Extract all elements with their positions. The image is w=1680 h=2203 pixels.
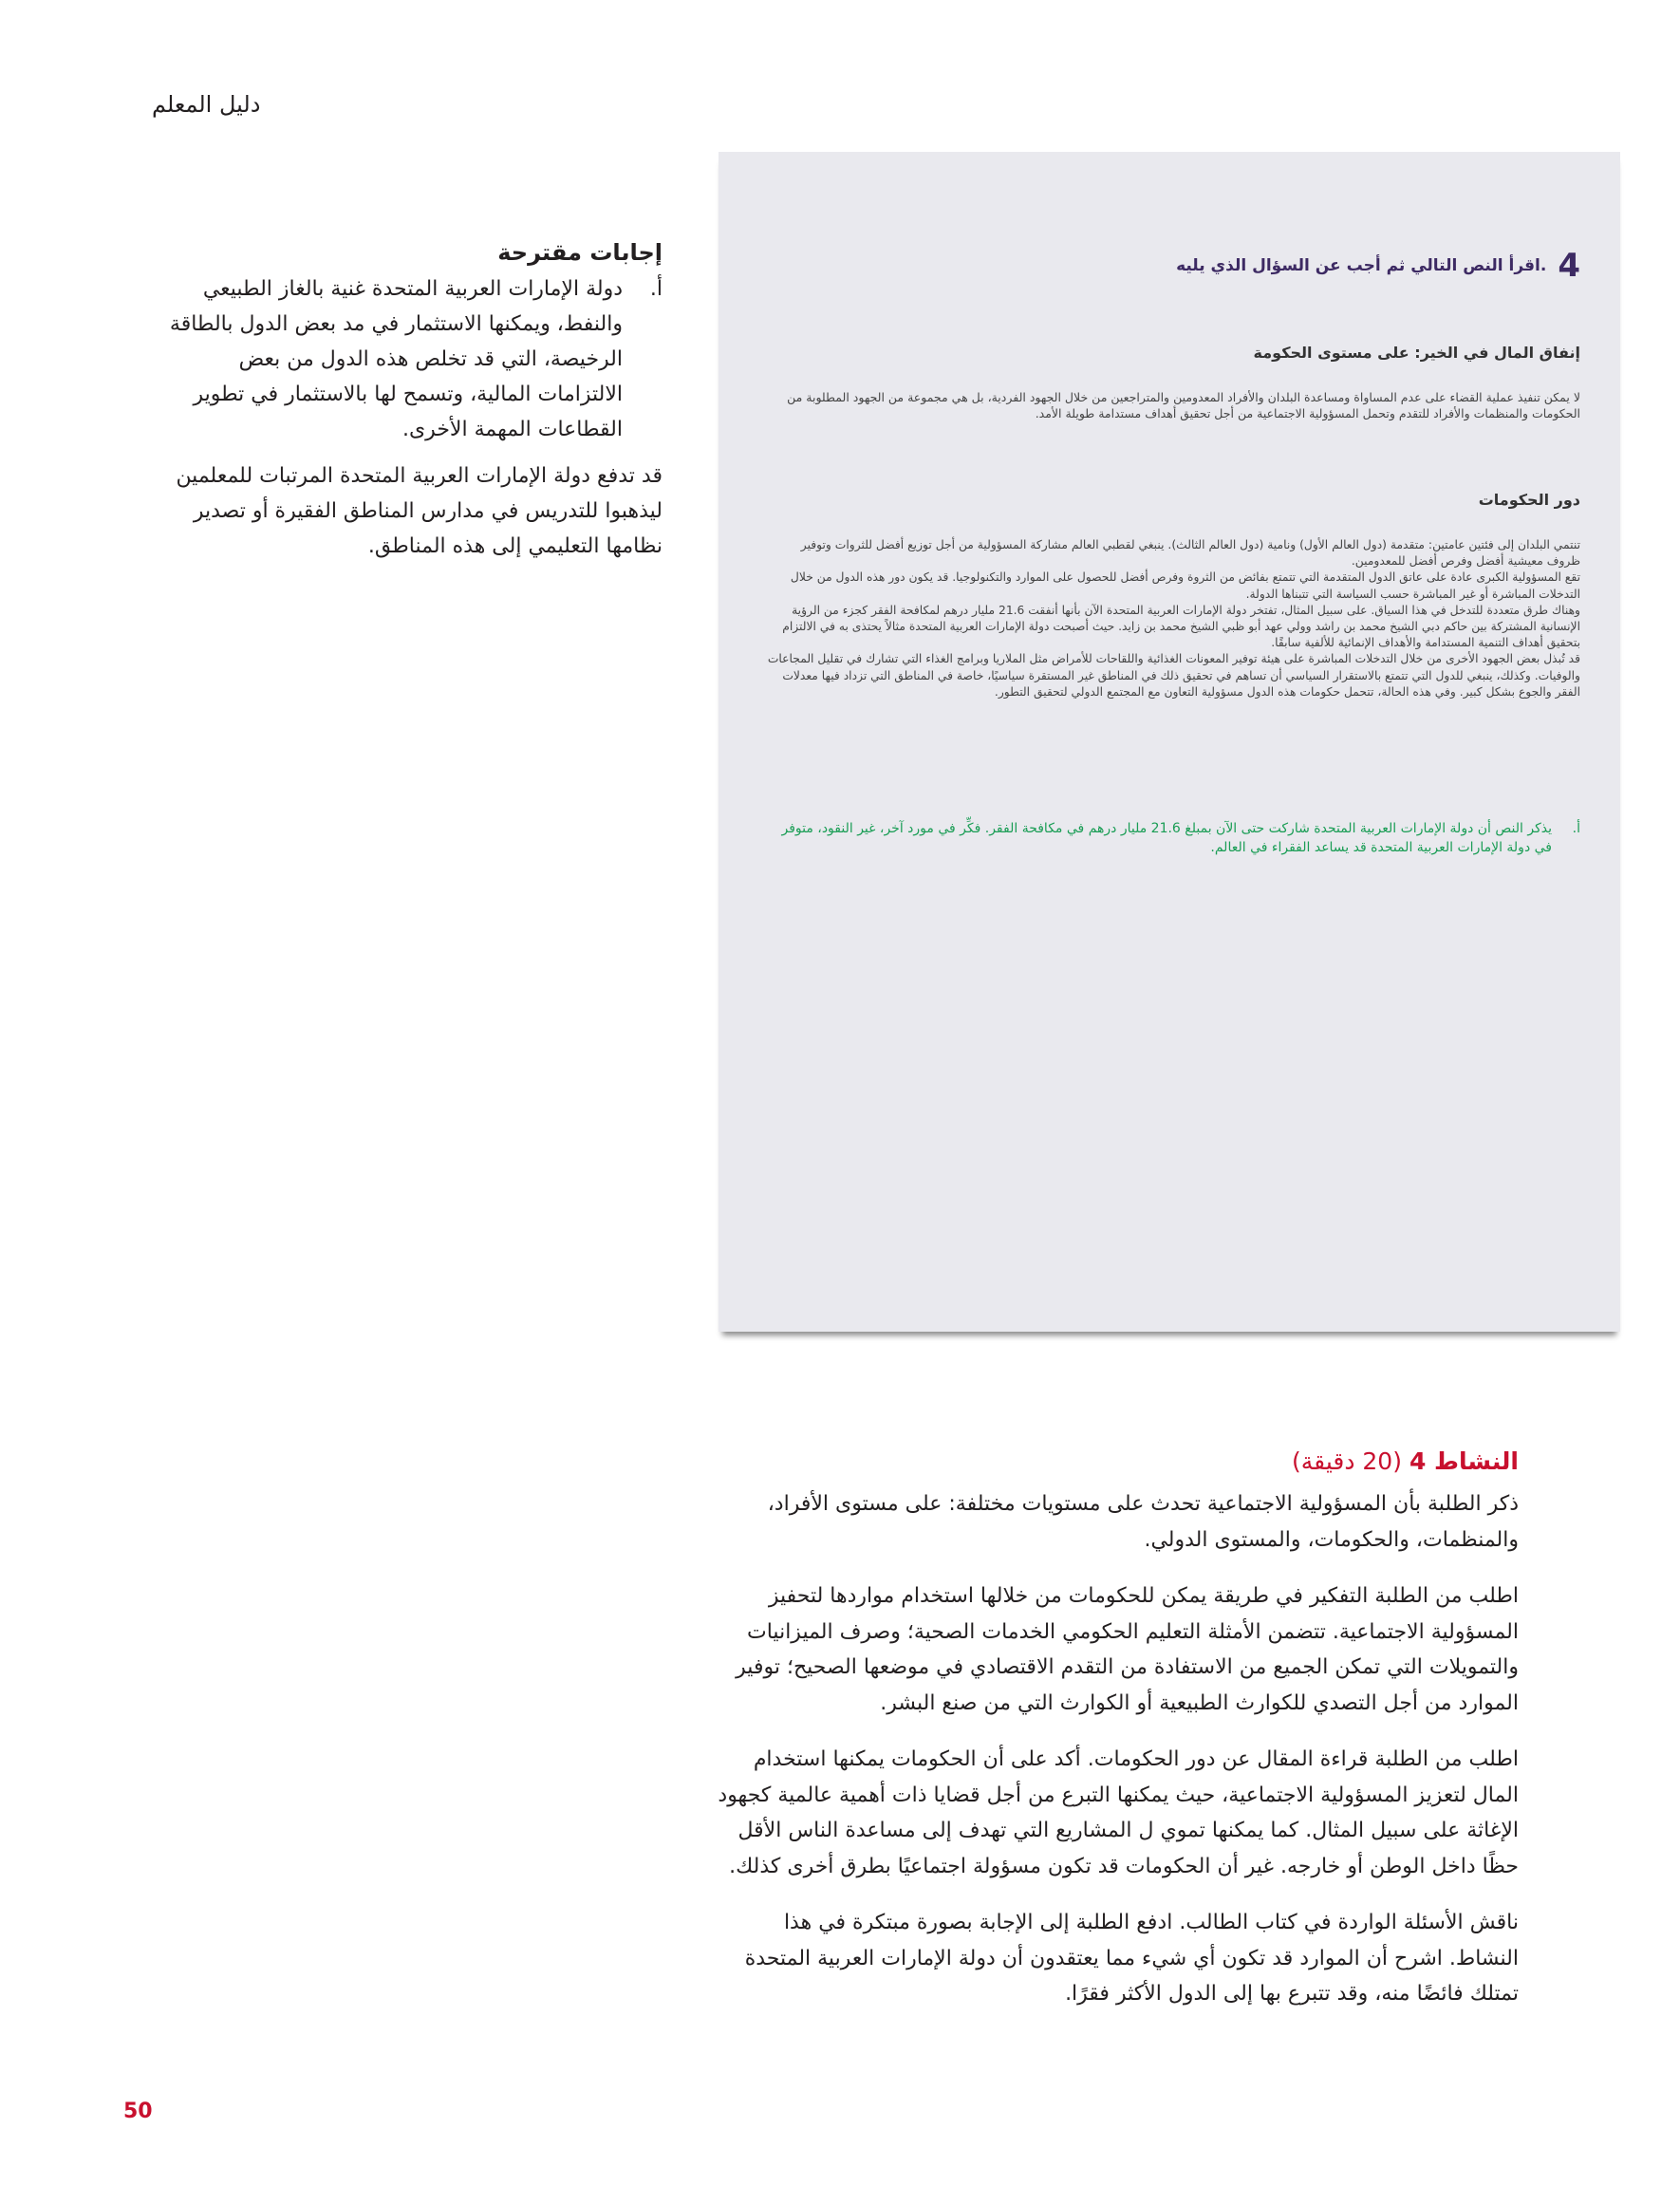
page-number: 50 — [123, 2100, 153, 2123]
student-book-excerpt — [719, 152, 1620, 1332]
header-title: دليل المعلم — [152, 91, 261, 118]
activity-section — [717, 1447, 1519, 2027]
question-a — [764, 819, 1580, 857]
question-a-label: أ. — [1572, 821, 1580, 836]
answer-a — [152, 271, 663, 447]
question-header — [764, 247, 1580, 285]
suggested-answers — [152, 239, 663, 564]
answer-a-text: دولة الإمارات العربية المتحدة غنية بالغاز الطبيعي والنفط، ويمكنها الاستثمار في مد بعض الدول بالطاقة الرخيصة، التي قد تخلص هذه الدول من بعض الالتزامات المالية، وتسمح لها بالاستثمار في تطوير القطاعات المهمة الأخرى. — [169, 277, 623, 441]
article-title: إنفاق المال في الخير: على مستوى الحكومة — [1253, 344, 1580, 362]
answers-title: إجابات مقترحة — [497, 239, 663, 266]
activity-paragraph: ناقش الأسئلة الواردة في كتاب الطالب. ادفع الطلبة إلى الإجابة بصورة مبتكرة في هذا النشاط. اشرح أن الموارد قد تكون أي شيء مما يعتقدون أن دولة الإمارات العربية المتحدة تمتلك فائضًا منه، وقد تتبرع بها إلى الدول الأكثر فقرًا. — [744, 1911, 1519, 2006]
answer-a-label: أ. — [649, 277, 663, 301]
activity-heading — [717, 1447, 1519, 1475]
activity-label: النشاط 4 — [1409, 1447, 1519, 1475]
section-paragraph: وهناك طرق متعددة للتدخل في هذا السياق. على سبيل المثال، تفتخر دولة الإمارات العربية المتحدة الآن بأنها أنفقت 21.6 مليار درهم لمكافحة الفقر كجزء من الرؤية الإنسانية المشتركة بين حاكم دبي الشيخ محمد بن راشد وولي عهد أبو ظبي الشيخ محمد بن زايد. حيث أصبحت دولة الإمارات العربية المتحدة مثالاً يحتذى به في الالتزام بتحقيق أهداف التنمية المستدامة والأهداف الإنمائية للألفية سابقًا. — [782, 603, 1580, 650]
section-paragraph: تقع المسؤولية الكبرى عادة على عاتق الدول المتقدمة التي تتمتع بفائض من الثروة وفرص أفضل للحصول على الموارد والتكنولوجيا. قد يكون دور هذه الدول من خلال التدخلات المباشرة أو غير المباشرة حسب السياسة التي تتبناها الدولة. — [790, 570, 1580, 601]
section-paragraph: قد تُبذل بعض الجهود الأخرى من خلال التدخلات المباشرة على هيئة توفير المعونات الغذائية واللقاحات للأمراض مثل الملاريا وبرامج الغذاء التي تشارك في تقليل المجاعات والوفيات. وكذلك، ينبغي للدول التي تتمتع بالاستقرار السياسي أن تساهم في تحقيق ذلك في المناطق غير المستقرة سياسيًا، خاصة في المناطق التي تزداد فيها معدلات الفقر والجوع بشكل كبير. وفي هذه الحالة، تتحمل حكومات هذه الدول مسؤولية التعاون مع المجتمع الدولي لتحقيق التطور. — [767, 652, 1580, 699]
activity-time: (20 دقيقة) — [1292, 1447, 1402, 1475]
question-number: 4 — [1558, 247, 1580, 285]
section-heading: دور الحكومات — [1478, 491, 1580, 509]
question-a-text: يذكر النص أن دولة الإمارات العربية المتحدة شاركت حتى الآن بمبلغ 21.6 مليار درهم في مكافحة الفقر. فكِّر في مورد آخر، غير النقود، متوفر في دولة الإمارات العربية المتحدة قد يساعد الفقراء في العالم. — [781, 821, 1552, 855]
answer-b: قد تدفع دولة الإمارات العربية المتحدة المرتبات للمعلمين ليذهبوا للتدريس في مدارس المناطق الفقيرة أو تصدير نظامها التعليمي إلى هذه المناطق. — [176, 464, 663, 558]
activity-paragraph: اطلب من الطلبة التفكير في طريقة يمكن للحكومات من خلالها استخدام مواردها لتحفيز المسؤولية الاجتماعية. تتضمن الأمثلة التعليم الحكومي الخدمات الصحية؛ وصرف الميزانيات والتمويلات التي تمكن الجميع من الاستفادة من التقدم الاقتصادي في موضعها الصحيح؛ توفير الموارد من أجل التصدي للكوارث الطبيعية أو الكوارث التي من صنع البشر. — [736, 1584, 1519, 1715]
question-instruction: اقرأ النص التالي ثم أجب عن السؤال الذي يليه. — [1176, 256, 1547, 275]
section-paragraph: تنتمي البلدان إلى فئتين عامتين: متقدمة (دول العالم الأول) ونامية (دول العالم الثالث). ينبغي لقطبي العالم مشاركة المسؤولية من أجل توزيع أفضل للثروات وتوفير ظروف معيشية أفضل وفرص أفضل للمعدومين. — [800, 538, 1580, 569]
article-paragraph: لا يمكن تنفيذ عملية القضاء على عدم المساواة ومساعدة البلدان والأفراد المعدومين والمتراجعين من خلال الجهود الفردية، بل هي مجموعة من الجهود المطلوبة من الحكومات والمنظمات والأفراد للتقدم وتحمل المسؤولية الاجتماعية من أجل تحقيق أهداف مستدامة طويلة الأمد. — [787, 390, 1580, 420]
activity-paragraph: اطلب من الطلبة قراءة المقال عن دور الحكومات. أكد على أن الحكومات يمكنها استخدام المال لتعزيز المسؤولية الاجتماعية، حيث يمكنها التبرع من أجل قضايا ذات أهمية عالمية كجهود الإغاثة على سبيل المثال. كما يمكنها تموي ل المشاريع التي تهدف إلى مساعدة الناس الأقل حظًا داخل الوطن أو خارجه. غير أن الحكومات قد تكون مسؤولة اجتماعيًا بطرق أخرى كذلك. — [718, 1747, 1519, 1878]
section-body — [764, 537, 1580, 700]
activity-paragraph: ذكر الطلبة بأن المسؤولية الاجتماعية تحدث على مستويات مختلفة: على مستوى الأفراد، والمنظمات، والحكومات، والمستوى الدولي. — [767, 1492, 1519, 1552]
